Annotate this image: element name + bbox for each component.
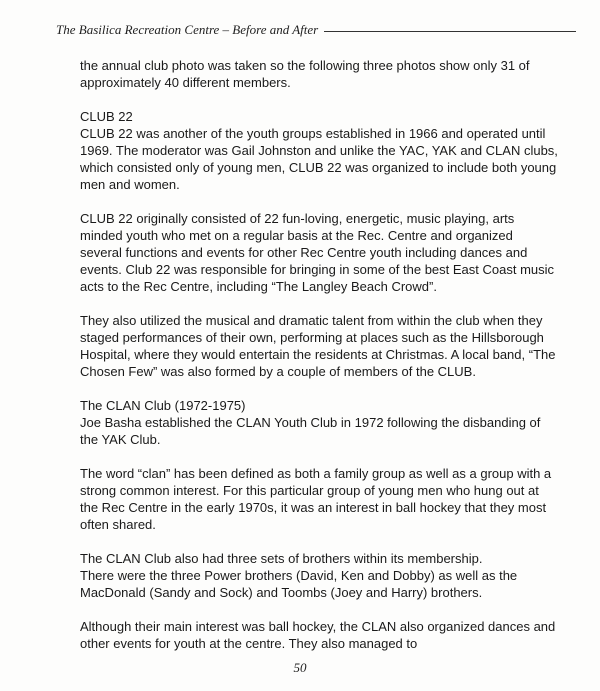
clan-paragraph-3b: There were the three Power brothers (David, Ken and Dobby) as well as the MacDonald (Sandy and Sock) and Toombs (Joey and Harry) brothers. [80,568,518,600]
body-text [80,57,558,669]
running-title: The Basilica Recreation Centre – Before and After [56,22,319,37]
clan-paragraph-2: The word “clan” has been defined as both a family group as well as a group with a strong common interest. For this particular group of young men who hung out at the Rec Centre in the early 1970s, it was an interest in ball hockey that they most often shared. [80,466,552,532]
clan-paragraph-1: Joe Basha established the CLAN Youth Club in 1972 following the disbanding of the YAK Club. [80,415,541,447]
club22-paragraph-3: They also utilized the musical and dramatic talent from within the club when they staged performances of their own, performing at places such as the Hillsborough Hospital, where they would entertain the residents at Christmas. A local band, “The Chosen Few” was also formed by a couple of members of the CLUB. [80,313,556,379]
clan-heading: The CLAN Club (1972-1975) [80,398,246,413]
club22-paragraph-1: CLUB 22 was another of the youth groups established in 1966 and operated until 1969. The moderator was Gail Johnston and unlike the YAC, YAK and CLAN clubs, which consisted only of young men, CLUB 22 was organized to include both young men and women. [80,126,558,192]
page-number: 50 [293,660,307,675]
intro-paragraph: the annual club photo was taken so the following three photos show only 31 of approximately 40 different members. [80,58,530,90]
clan-paragraph-3a: The CLAN Club also had three sets of brothers within its membership. [80,551,483,566]
club22-heading: CLUB 22 [80,109,133,124]
header-rule [324,31,576,32]
club22-paragraph-2: CLUB 22 originally consisted of 22 fun-loving, energetic, music playing, arts minded youth who met on a regular basis at the Rec. Centre and organized several functions and events for other Rec Centre youth including dances and events. Club 22 was responsible for bringing in some of the best East Coast music acts to the Rec Centre, including “The Langley Beach Crowd”. [80,211,555,294]
clan-paragraph-4: Although their main interest was ball hockey, the CLAN also organized dances and other events for youth at the centre. They also managed to [80,619,556,651]
running-header [56,20,576,40]
